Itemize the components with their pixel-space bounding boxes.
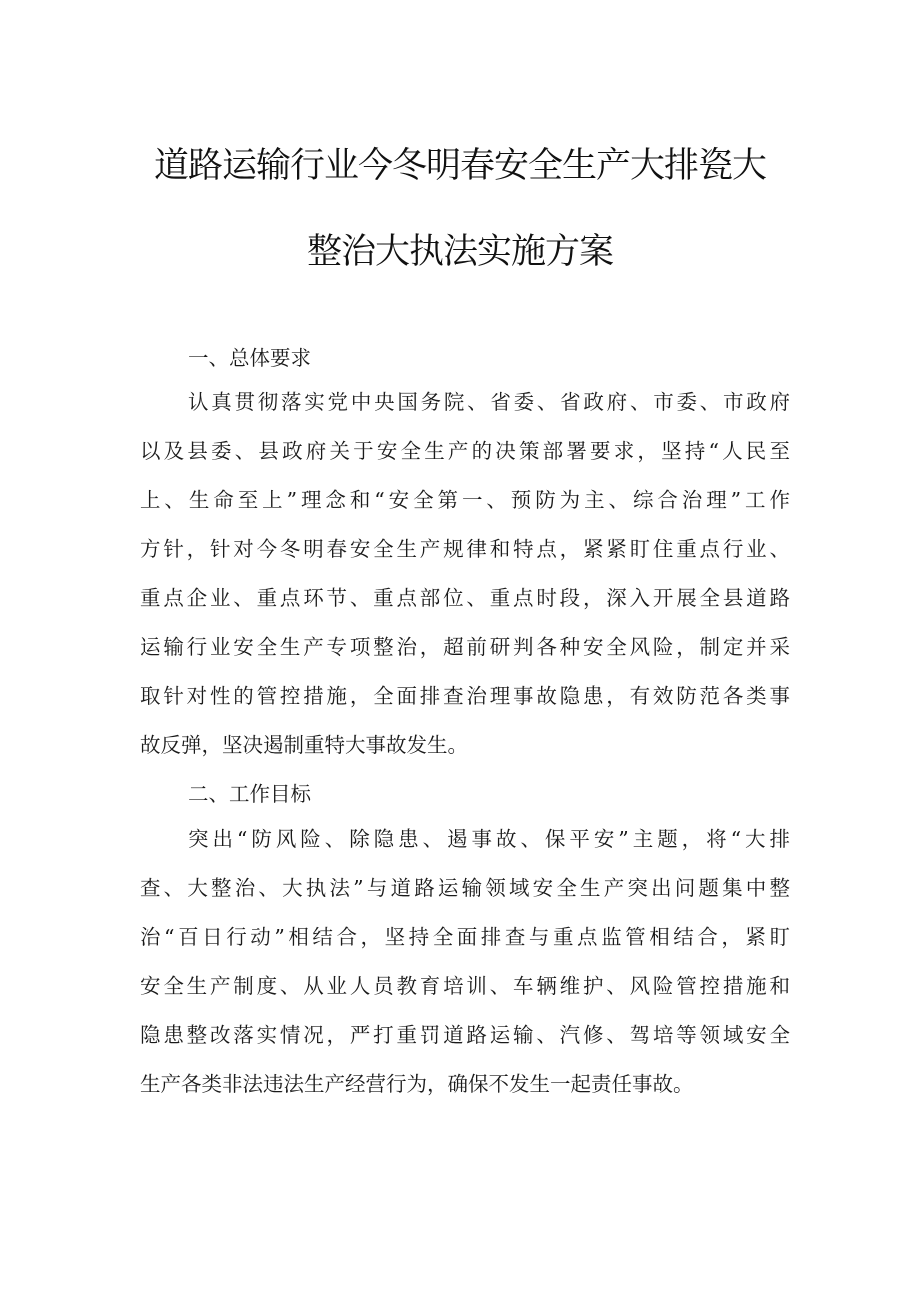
section-1-paragraph-line: 以及县委、县政府关于安全生产的决策部署要求，坚持“人民至 [140, 439, 790, 463]
section-1-paragraph-line: 故反弹，坚决遏制重特大事故发生。 [140, 733, 468, 757]
section-2-paragraph-line: 突出“防风险、除隐患、遏事故、保平安”主题，将“大排 [188, 827, 790, 851]
section-1-paragraph-line: 运输行业安全生产专项整治，超前研判各种安全风险，制定并采 [140, 635, 790, 659]
section-2-heading: 二、工作目标 [188, 782, 311, 806]
document-title-line-2: 整治大执法实施方案 [306, 232, 613, 272]
section-2-paragraph-line: 治“百日行动”相结合，坚持全面排查与重点监管相结合，紧盯 [140, 925, 790, 949]
document-title-line-1: 道路运输行业今冬明春安全生产大排瓷大 [153, 146, 766, 186]
section-1-heading: 一、总体要求 [188, 346, 311, 370]
section-2-paragraph-line: 安全生产制度、从业人员教育培训、车辆维护、风险管控措施和 [140, 974, 790, 998]
section-1-paragraph-line: 重点企业、重点环节、重点部位、重点时段，深入开展全县道路 [140, 586, 790, 610]
section-2-paragraph-line: 生产各类非法违法生产经营行为，确保不发生一起责任事故。 [140, 1072, 694, 1096]
section-2-paragraph-line: 隐患整改落实情况，严打重罚道路运输、汽修、驾培等领域安全 [140, 1023, 790, 1047]
section-2-paragraph-line: 查、大整治、大执法”与道路运输领域安全生产突出问题集中整 [140, 876, 790, 900]
section-1-paragraph-line: 认真贯彻落实党中央国务院、省委、省政府、市委、市政府 [188, 390, 790, 414]
section-1-paragraph-line: 上、生命至上”理念和“安全第一、预防为主、综合治理”工作 [140, 488, 790, 512]
section-1-paragraph-line: 取针对性的管控措施，全面排查治理事故隐患，有效防范各类事 [140, 684, 790, 708]
section-1-paragraph-line: 方针，针对今冬明春安全生产规律和特点，紧紧盯住重点行业、 [140, 537, 790, 561]
